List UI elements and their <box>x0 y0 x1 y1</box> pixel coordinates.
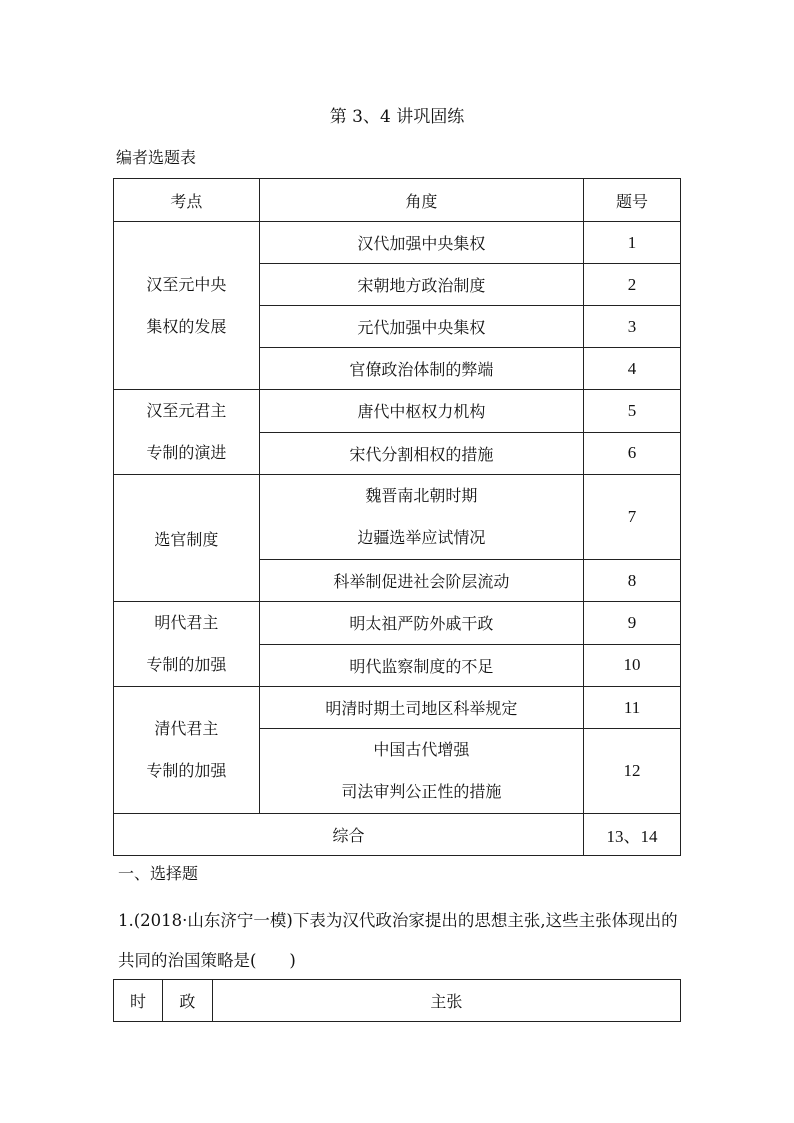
question-number: 12 <box>584 729 681 814</box>
angle-cell: 宋朝地方政治制度 <box>259 264 583 306</box>
question-number: 7 <box>584 475 681 560</box>
topic-cell <box>114 475 260 602</box>
topic-line: 专制的演进 <box>146 443 227 462</box>
angle-line: 魏晋南北朝时期 <box>365 486 478 505</box>
topic-line: 选官制度 <box>154 529 219 549</box>
header-proposition: 主张 <box>212 980 680 1022</box>
angle-cell: 宋代分割相权的措施 <box>259 432 583 475</box>
header-topic: 考点 <box>114 179 260 222</box>
table-row <box>114 222 681 264</box>
table-header-row <box>114 980 681 1022</box>
header-statesman: 政 <box>162 980 212 1022</box>
topic-line: 集权的发展 <box>146 316 227 336</box>
angle-line: 中国古代增强 <box>373 740 470 759</box>
angle-line: 边疆选举应试情况 <box>357 528 486 547</box>
question-number: 3 <box>584 306 681 348</box>
angle-cell: 明清时期土司地区科举规定 <box>259 687 583 729</box>
table-row <box>114 687 681 729</box>
question-number: 10 <box>584 644 681 687</box>
angle-cell <box>259 475 583 560</box>
topic-cell <box>114 602 260 687</box>
summary-row <box>114 814 681 856</box>
topic-line: 专制的加强 <box>146 761 227 780</box>
angle-cell: 汉代加强中央集权 <box>259 222 583 264</box>
topic-cell <box>114 222 260 390</box>
question-number: 2 <box>584 264 681 306</box>
angle-line: 司法审判公正性的措施 <box>341 782 502 801</box>
table-row <box>114 475 681 560</box>
page-title: 第 3、4 讲巩固练 <box>329 107 465 127</box>
topic-line: 明代君主 <box>154 613 219 632</box>
topic-cell <box>114 687 260 814</box>
topic-line: 专制的加强 <box>146 655 227 674</box>
summary-number: 13、14 <box>584 814 681 856</box>
angle-cell: 明太祖严防外戚干政 <box>259 602 583 645</box>
table-caption: 编者选题表 <box>116 148 197 167</box>
question-number: 6 <box>584 432 681 475</box>
topic-line: 汉至元中央 <box>146 274 227 294</box>
angle-cell: 唐代中枢权力机构 <box>259 390 583 433</box>
question-number: 1 <box>584 222 681 264</box>
section-heading: 一、选择题 <box>118 864 199 883</box>
angle-cell: 元代加强中央集权 <box>259 306 583 348</box>
angle-cell: 明代监察制度的不足 <box>259 644 583 687</box>
table-row <box>114 390 681 433</box>
question-number: 9 <box>584 602 681 645</box>
question-number: 11 <box>584 687 681 729</box>
header-angle: 角度 <box>259 179 583 222</box>
question-number: 8 <box>584 560 681 602</box>
question-1-table <box>113 979 681 1022</box>
header-period: 时 <box>114 980 163 1022</box>
table-header-row <box>114 179 681 222</box>
summary-label: 综合 <box>114 814 584 856</box>
topic-line: 清代君主 <box>154 719 219 738</box>
angle-cell <box>259 729 583 814</box>
angle-cell: 科举制促进社会阶层流动 <box>259 560 583 602</box>
topic-cell <box>114 390 260 475</box>
question-number: 5 <box>584 390 681 433</box>
table-row <box>114 602 681 645</box>
header-number: 题号 <box>584 179 681 222</box>
question-number: 4 <box>584 348 681 390</box>
topic-selection-table <box>113 178 681 856</box>
angle-cell: 官僚政治体制的弊端 <box>259 348 583 390</box>
topic-line: 汉至元君主 <box>146 401 227 420</box>
question-1-text: 1.(2018·山东济宁一模)下表为汉代政治家提出的思想主张,这些主张体现出的共同的治国策略是( ) <box>118 911 678 970</box>
